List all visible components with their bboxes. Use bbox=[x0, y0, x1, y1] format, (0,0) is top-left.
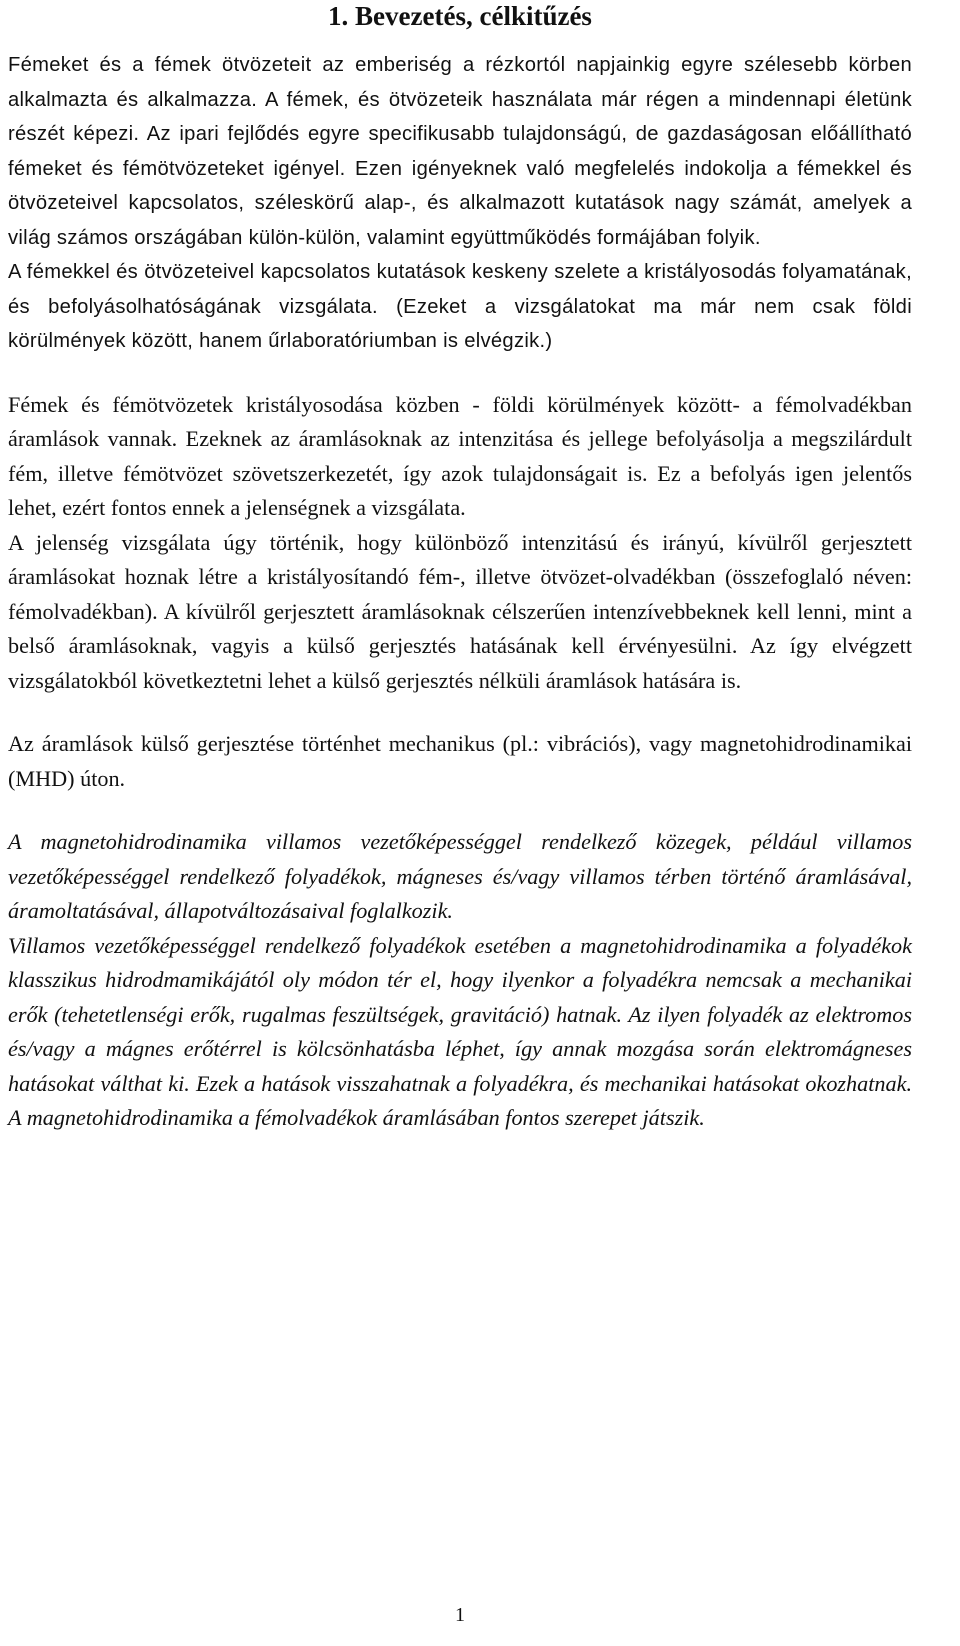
paragraph-mhd-fluids: Villamos vezetőképességgel rendelkező folyadékok esetében a magnetohidrodinamika a folyadékok klasszikus hidrodmamikájától oly módon tér el, hogy ilyenkor a folyadékra nemcsak a mechanikai erők (tehetetlenségi erők, rugalmas feszültségek, gravitáció) hatnak. Az ilyen folyadék az elektromos és/vagy a mágnes erőtérrel is kölcsönhatásba léphet, így annak mozgása során elektromágneses hatásokat válthat ki. Ezek a hatások visszahatnak a folyadékra, és mechanikai hatásokat okozhatnak. A magnetohidrodinamika a fémolvadékok áramlásában fontos szerepet játszik. bbox=[8, 932, 912, 1130]
paragraph-mhd-definition: A magnetohidrodinamika villamos vezetőképességgel rendelkező közegek, például villamos vezetőképességgel rendelkező folyadékok, mágneses és/vagy villamos térben történő áramlásával, áramoltatásával, állapotváltozásaival foglalkozik. bbox=[8, 829, 912, 923]
paragraph-intro: Fémeket és a fémek ötvözeteit az emberiség a rézkortól napjainkig egyre szélesebb körben alkalmazta és alkalmazza. A fémek, és ötvözeteik használata már régen a mindennapi életünk részét képezi. Az ipari fejlődés egyre specifikusabb tulajdonságú, de gazdaságosan előállítható fémeket és fémötvözeteket igényel. Ezen igényeknek való megfelelés indokolja a fémekkel és ötvözeteivel kapcsolatos, széleskörű alap-, és alkalmazott kutatások nagy számát, amelyek a világ számos országában külön-külön, valamint együttműködés formájában folyik. bbox=[8, 54, 912, 249]
document-page bbox=[8, 0, 912, 1136]
paragraph-flows: Fémek és fémötvözetek kristályosodása közben - földi körülmények között- a fémolvadékban áramlások vannak. Ezeknek az áramlásoknak az intenzitása és jellege befolyásolja a megszilárdult fém, illetve fémötvözet szövetszerkezetét, így azok tulajdonságait is. Ez a befolyás igen jelentős lehet, ezért fontos ennek a jelenségnek a vizsgálata. bbox=[8, 391, 912, 520]
paragraph-investigation: A jelenség vizsgálata úgy történik, hogy különböző intenzitású és irányú, kívülről gerjesztett áramlásokat hoznak létre a kristályosítandó fém-, illetve ötvözet-olvadékban (összefoglaló néven: fémolvadékban). A kívülről gerjesztett áramlásoknak célszerűen intenzívebbeknek kell lenni, mint a belső áramlásoknak, vagyis a külső gerjesztés hatásának kell érvényesülni. Az így elvégzett vizsgálatokból következtetni lehet a külső gerjesztés nélküli áramlások hatására is. bbox=[8, 529, 912, 693]
page-number: 1 bbox=[455, 1604, 465, 1626]
section-title: 1. Bevezetés, célkitűzés bbox=[328, 1, 592, 31]
paragraph-research: A fémekkel és ötvözeteivel kapcsolatos kutatások keskeny szelete a kristályosodás folyamatának, és befolyásolhatóságának vizsgálata. (Ezeket a vizsgálatokat ma már nem csak földi körülmények között, hanem űrlaboratóriumban is elvégzik.) bbox=[8, 261, 912, 352]
paragraph-excitation: Az áramlások külső gerjesztése történhet mechanikus (pl.: vibrációs), vagy magnetohidrodinamikai (MHD) úton. bbox=[8, 731, 912, 791]
